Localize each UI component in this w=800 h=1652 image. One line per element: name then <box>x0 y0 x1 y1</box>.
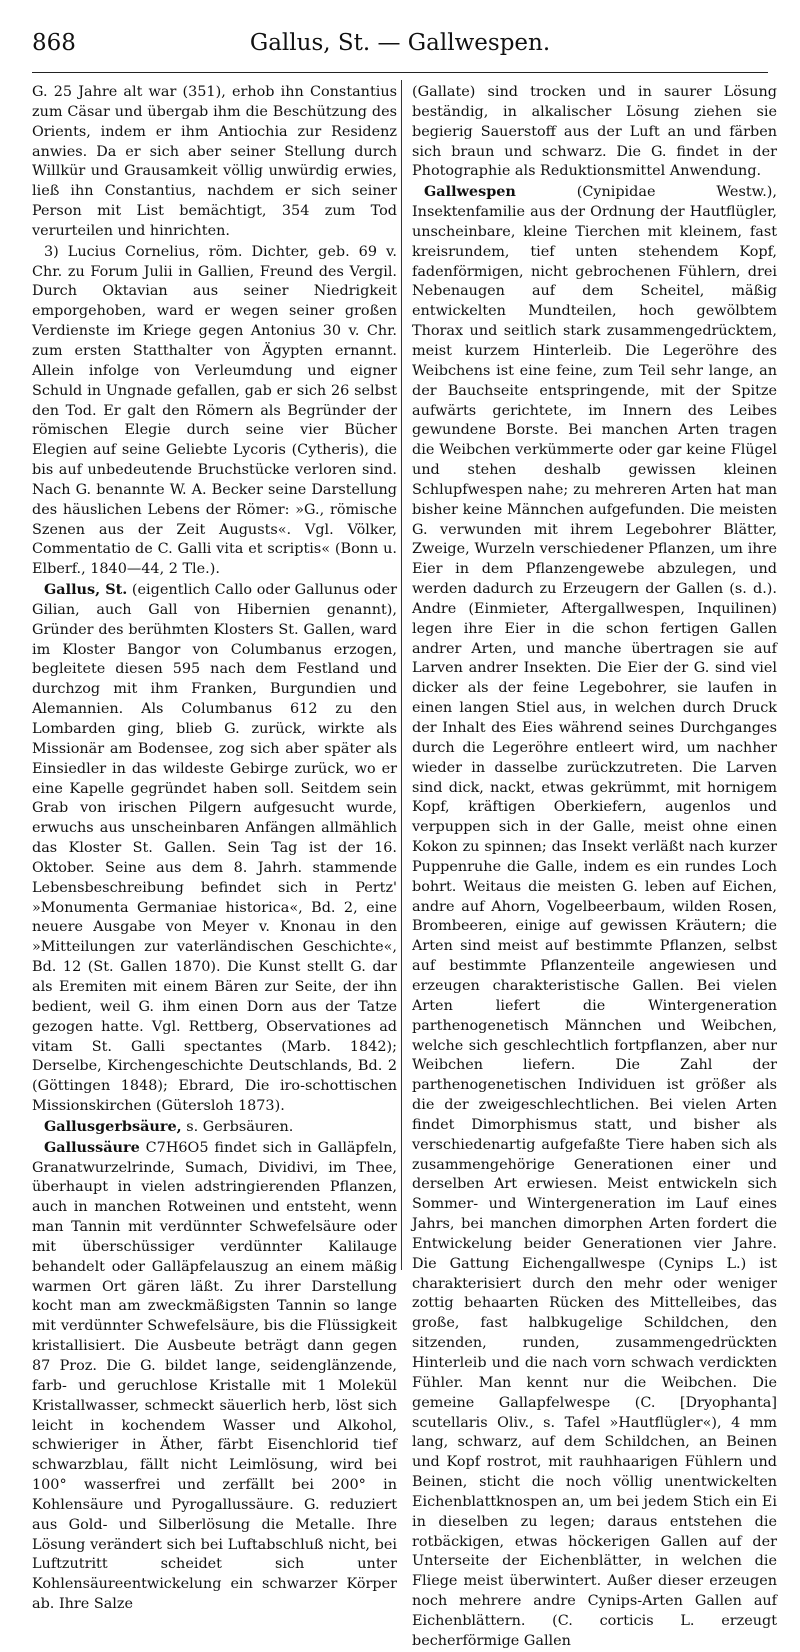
entry-paragraph <box>32 242 397 580</box>
entry-headword: Gallwespen <box>424 183 516 201</box>
entry-headword: Gallusgerbsäure, <box>44 1117 182 1135</box>
left-column <box>32 82 398 1613</box>
entry-headword: Gallus, St. <box>44 581 128 599</box>
entry-text: 3) Lucius Cornelius, röm. Dichter, geb. 69 v. Chr. zu Forum Julii in Gallien, Freund des Vergil. Durch Oktavian aus seiner Niedrigkeit emporgehoben, ward er wegen seiner großen Verdienste im Kriege gegen Antonius 30 v. Chr. zum ersten Statthalter von Ägypten ernannt. Allein infolge von Verleumdung und eigner Schuld in Ungnade gefallen, gab er sich 26 selbst den Tod. Er galt den Römern als Begründer der römischen Elegie durch seine vier Bücher Elegien auf seine Geliebte Lycoris (Cytheris), die bis auf unbedeutende Bruchstücke verloren sind. Nach G. benannte W. A. Becker seine Darstellung des häuslichen Lebens der Römer: »G., römische Szenen aus der Zeit Augusts«. Vgl. Völker, Commentatio de C. Galli vita et scriptis« (Bonn u. Elberf., 1840—44, 2 Tle.). <box>32 243 397 578</box>
entry-paragraph <box>412 182 777 1651</box>
header-rule <box>32 72 768 73</box>
running-title: Gallus, St. — Gallwespen. <box>249 30 551 56</box>
entry-text: G. 25 Jahre alt war (351), erhob ihn Constantius zum Cäsar und übergab ihm die Beschützung des Orients, indem er ihm Antiochia zur Residenz anwies. Da er sich aber seiner Stellung durch Willkür und Grausamkeit völlig unwürdig erwies, ließ ihn Constantius, nachdem er sich seiner Person mit List bemächtigt, 354 zum Tod verurteilen und hinrichten. <box>32 84 397 239</box>
column-divider <box>401 80 402 1270</box>
entry-paragraph <box>32 1117 397 1138</box>
right-column <box>412 82 777 1649</box>
entry-text: (Cynipidae Westw.), Insektenfamilie aus der Ordnung der Hautflügler, unscheinbare, kleine Tierchen mit kleinem, fast kreisrundem, tief unten stehendem Kopf, fadenförmigen, nicht gebrochenen Fühlern, drei Nebenaugen auf dem Scheitel, mäßig entwickelten Mundteilen, hoch gewölbtem Thorax und seitlich stark zusammengedrücktem, meist kurzem Hinterleib. Die Legeröhre des Weibchens ist eine feine, zum Teil sehr lange, an der Bauchseite entspringende, mit der Spitze aufwärts gerichtete, im Innern des Leibes gewundene Borste. Bei manchen Arten tragen die Weibchen verkümmerte oder gar keine Flügel und stehen deshalb gewissen kleinen Schlupfwespen nahe; zu mehreren Arten hat man bisher keine Männchen aufgefunden. Die meisten G. verwunden mit ihrem Legebohrer Blätter, Zweige, Wurzeln verschiedener Pflanzen, um ihre Eier in dem Pflanzengewebe abzulegen, und werden dadurch zu Erzeugern der Gallen (s. d.). Andre (Einmieter, Aftergallwespen, Inquilinen) legen ihre Eier in die schon fertigen Gallen andrer Arten, und manche übertragen sie auf Larven andrer Insekten. Die Eier der G. sind viel dicker als der feine Legebohrer, sie laufen in einen langen Stiel aus, in welchen durch Druck der Inhalt des Eies während seines Durchganges durch die Legeröhre entleert wird, um nachher wieder in dasselbe zurückzutreten. Die Larven sind dick, nackt, etwas gekrümmt, mit hornigem Kopf, kräftigen Oberkiefern, augenlos und verpuppen sich in der Galle, meist ohne einen Kokon zu spinnen; das Insekt verläßt nach kurzer Puppenruhe die Galle, indem es ein rundes Loch bohrt. Weitaus die meisten G. leben auf Eichen, andre auf Ahorn, Vogelbeerbaum, wilden Rosen, Brombeeren, einige auf gewissen Kräutern; die Arten sind meist auf bestimmte Pflanzen, selbst auf bestimmte Pflanzenteile angewiesen und erzeugen charakteristische Gallen. Bei vielen Arten liefert die Wintergeneration parthenogenetisch Männchen und Weibchen, welche sich geschlechtlich fortpflanzen, aber nur Weibchen liefern. Die Zahl der parthenogenetischen Individuen ist größer als die der zweigeschlechtlichen. Bei vielen Arten findet Dimorphismus statt, und bisher als verschiedenartig aufgefaßte Tiere haben sich als zusammengehörige Generationen einer und derselben Art erwiesen. Meist entwickeln sich Sommer- und Wintergeneration im Lauf eines Jahrs, bei manchen dimorphen Arten fordert die Entwickelung beider Generationen vier Jahre. Die Gattung Eichengallwespe (Cynips L.) ist charakterisiert durch den mehr oder weniger zottig behaarten Rücken des Mittelleibes, das große, fast halbkugelige Schildchen, den sitzenden, runden, zusammengedrückten Hinterleib und die nach vorn schwach verdickten Fühler. Man kennt nur die Weibchen. Die gemeine Gallapfelwespe (C. [Dryophanta] scutellaris Oliv., s. Tafel »Hautflügler«), 4 mm lang, schwarz, auf dem Schildchen, an Beinen und Kopf rostrot, mit rauhhaarigen Fühlern und Beinen, sticht die noch völlig unentwickelten Eichenblattknospen an, um bei jedem Stich ein Ei in dieselben zu legen; daraus entstehen die rotbäckigen, etwas höckerigen Gallen auf der Unterseite der Eichenblätter, in welchen die Fliege meist überwintert. Außer dieser erzeugen noch mehrere andre Cynips-Arten Gallen auf Eichenblättern. (C. corticis L. erzeugt becherförmige Gallen <box>412 184 777 1649</box>
entry-paragraph <box>412 82 777 182</box>
entry-paragraph <box>32 82 397 242</box>
entry-text: C7H6O5 findet sich in Galläpfeln, Granatwurzelrinde, Sumach, Dividivi, im Thee, überhaupt in vielen adstringierenden Pflanzen, auch in manchen Rotweinen und entsteht, wenn man Tannin mit verdünnter Schwefelsäure oder mit überschüssiger verdünnter Kalilauge behandelt oder Galläpfelauszug an einem mäßig warmen Ort gären läßt. Zu ihrer Darstellung kocht man am zweckmäßigsten Tannin so lange mit verdünnter Schwefelsäure, bis die Flüssigkeit kristallisiert. Die Ausbeute beträgt dann gegen 87 Proz. Die G. bildet lange, seidenglänzende, farb- und geruchlose Kristalle mit 1 Molekül Kristallwasser, schmeckt säuerlich herb, löst sich leicht in kochendem Wasser und Alkohol, schwieriger in Äther, färbt Eisenchlorid tief schwarzblau, fällt nicht Leimlösung, wird bei 100° wasserfrei und zerfällt bei 200° in Kohlensäure und Pyrogallussäure. G. reduziert aus Gold- und Silberlösung die Metalle. Ihre Lösung verändert sich bei Luftabschluß nicht, bei Luftzutritt scheidet sich unter Kohlensäureentwickelung ein schwarzer Körper ab. Ihre Salze <box>32 1139 397 1613</box>
entry-text: s. Gerbsäuren. <box>181 1118 294 1135</box>
page-header <box>32 30 768 66</box>
page-number: 868 <box>32 30 76 56</box>
entry-paragraph <box>32 580 397 1117</box>
entry-text: (eigentlich Callo oder Gallunus oder Gilian, auch Gall von Hibernien genannt), Gründer des berühmten Klosters St. Gallen, ward im Kloster Bangor von Columbanus erzogen, begleitete diesen 595 nach dem Festland und durchzog mit ihm Franken, Burgundien und Alemannien. Als Columbanus 612 zu den Lombarden ging, blieb G. zurück, wirkte als Missionär am Bodensee, zog sich aber später als Einsiedler in das wildeste Gebirge zurück, wo er eine Kapelle gegründet haben soll. Seitdem sein Grab von irischen Pilgern aufgesucht wurde, erwuchs aus unscheinbaren Anfängen allmählich das Kloster St. Gallen. Sein Tag ist der 16. Oktober. Seine aus dem 8. Jahrh. stammende Lebensbeschreibung befindet sich in Pertz' »Monumenta Germaniae historica«, Bd. 2, eine neuere Ausgabe von Meyer v. Knonau in den »Mitteilungen zur vaterländischen Geschichte«, Bd. 12 (St. Gallen 1870). Die Kunst stellt G. dar als Eremiten mit einem Bären zur Seite, der ihn bedient, weil G. ihm einen Dorn aus der Tatze gezogen hatte. Vgl. Rettberg, Observationes ad vitam St. Galli spectantes (Marb. 1842); Derselbe, Kirchengeschichte Deutschlands, Bd. 2 (Göttingen 1848); Ebrard, Die iro-schottischen Missionskirchen (Gütersloh 1873). <box>32 582 398 1115</box>
entry-paragraph <box>32 1138 397 1615</box>
entry-text: (Gallate) sind trocken und in saurer Lösung beständig, in alkalischer Lösung ziehen sie begierig Sauerstoff aus der Luft an und färben sich braun und schwarz. Die G. findet in der Photographie als Reduktionsmittel Anwendung. <box>412 84 777 180</box>
entry-headword: Gallussäure <box>44 1138 140 1156</box>
